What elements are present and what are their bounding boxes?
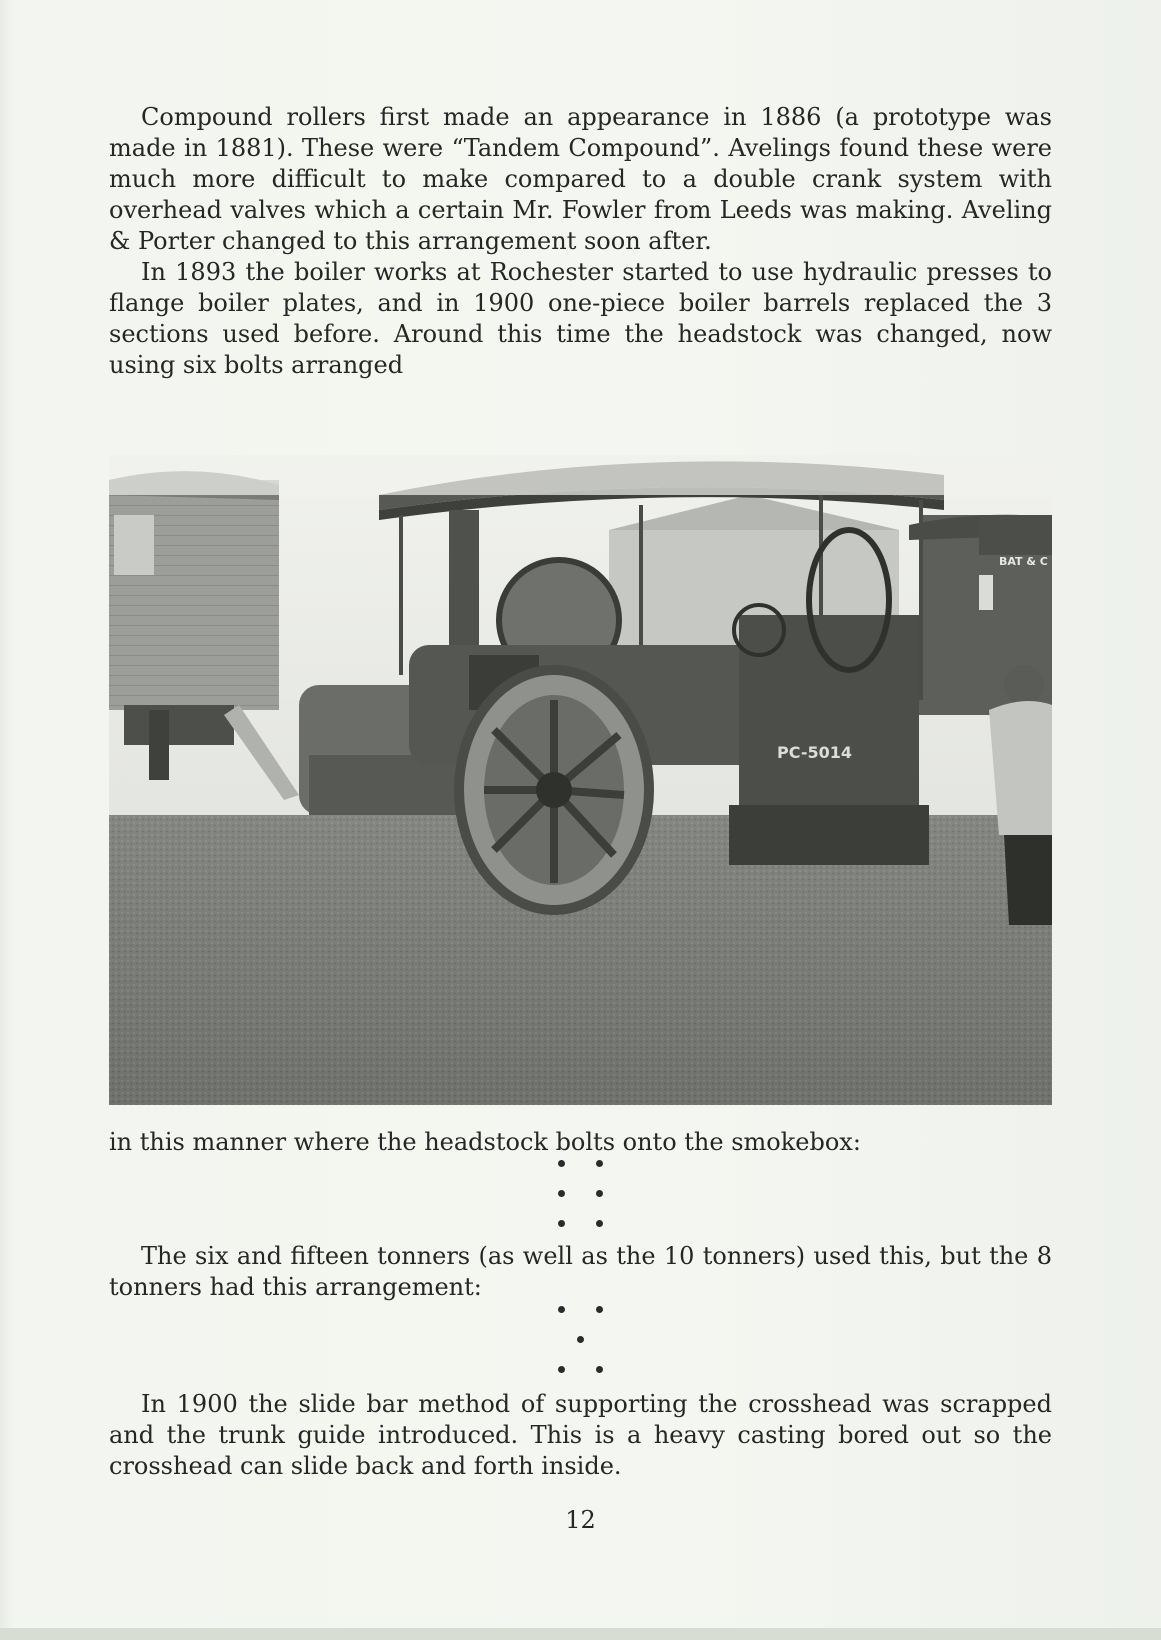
bolt-dot <box>558 1160 565 1167</box>
bolt-dot <box>596 1220 603 1227</box>
rear-wheel <box>459 670 649 910</box>
paragraph-trunk-guide: In 1900 the slide bar method of supporting the crosshead was scrapped and the trunk guide introduced. This is a heavy casting bored out so the crosshead can slide back and forth inside. <box>109 1390 1052 1480</box>
registration-plate: PC-5014 <box>777 743 853 762</box>
page-edge <box>0 1628 1161 1640</box>
steam-roller-photo <box>109 455 1052 1105</box>
paragraph-tonners: The six and fifteen tonners (as well as the 10 tonners) used this, but the 8 tonners had this arrangement: <box>109 1242 1052 1301</box>
bolt-dot <box>558 1220 565 1227</box>
bolt-dot <box>596 1306 603 1313</box>
five-bolt-diagram <box>540 1306 620 1376</box>
bolt-dot <box>596 1160 603 1167</box>
paragraph-headstock: in this manner where the headstock bolts onto the smokebox: <box>109 1128 861 1156</box>
smokebox-text <box>109 1127 1052 1158</box>
paragraph-compound-rollers: Compound rollers first made an appearance in 1886 (a prototype was made in 1881). These were “Tandem Compound”. Avelings found these were much more difficult to make compared to a double crank system with overhead valves which a certain Mr. Fowler from Leeds was making. Aveling & Porter changed to this arrangement soon after. <box>109 103 1052 255</box>
page-number: 12 <box>565 1506 596 1534</box>
bolt-dot <box>558 1366 565 1373</box>
bolt-dot <box>558 1190 565 1197</box>
bolt-dot <box>577 1336 584 1343</box>
paragraph-boiler-works: In 1893 the boiler works at Rochester started to use hydraulic presses to flange boiler plates, and in 1900 one-piece boiler barrels replaced the 3 sections used before. Around this time the headstock was changed, now using six bolts arranged <box>109 258 1052 379</box>
bolt-dot <box>596 1190 603 1197</box>
trunk-guide-text <box>109 1389 1052 1482</box>
intro-text <box>109 102 1052 381</box>
bolt-dot <box>558 1306 565 1313</box>
bolt-dot <box>596 1366 603 1373</box>
six-bolt-diagram <box>540 1160 620 1230</box>
sign-text: BAT & C <box>999 555 1048 568</box>
tonners-text <box>109 1241 1052 1303</box>
